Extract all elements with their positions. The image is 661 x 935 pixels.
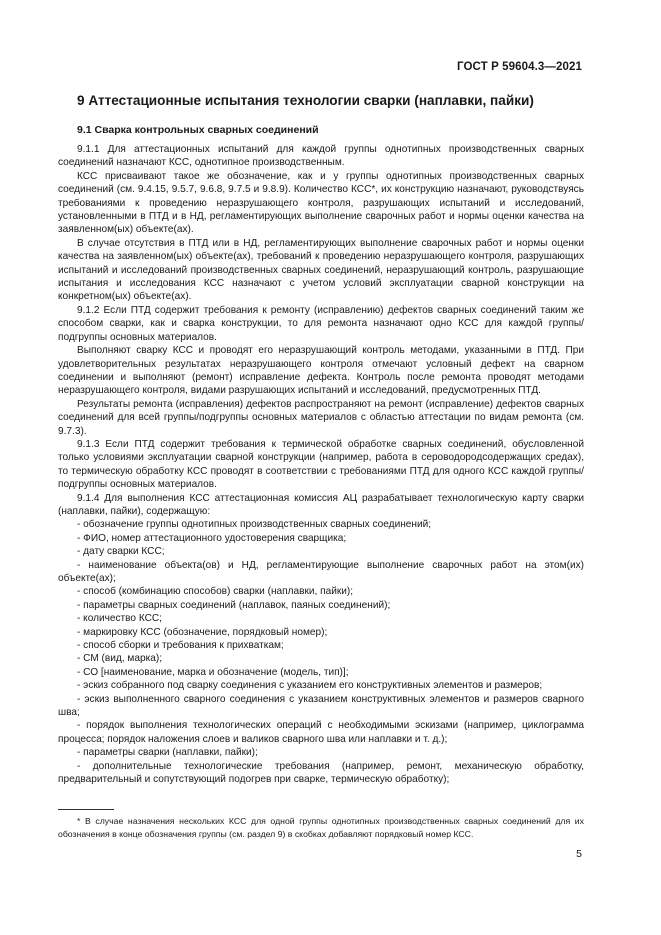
- list-item: - СМ (вид, марка);: [77, 653, 162, 665]
- main-content: [58, 92, 584, 787]
- body-text: [58, 143, 584, 787]
- list-item: - наименование объекта(ов) и НД, регламентирующие выполнение сварочных работ на этом(их) объекте(ах);: [58, 559, 584, 584]
- list-item: - способ (комбинацию способов) сварки (наплавки, пайки);: [77, 586, 354, 598]
- document-id: ГОСТ Р 59604.3—2021: [457, 61, 582, 73]
- list-item: - эскиз собранного под сварку соединения с указанием его конструктивных элементов и размеров;: [77, 680, 543, 692]
- list-item: - параметры сварных соединений (наплавок, паяных соединений);: [77, 599, 391, 611]
- list-item: - параметры сварки (наплавки, пайки);: [77, 747, 258, 759]
- footnote-divider: [58, 809, 114, 810]
- paragraph: В случае отсутствия в ПТД или в НД, регламентирующих выполнение сварочных работ и нормы оценки качества на заявленном(ых) объекте(ах), требований к проведению неразрушающего контроля, разрушающих испытаний и исследований производственных сварных соединений, неразрушающий контроль, разрушающие испытания и исследования КСС назначают с учетом условий эксплуатации сварной конструкции на конкретном(ых) объекте(ах).: [58, 237, 584, 303]
- list-item: - ФИО, номер аттестационного удостоверения сварщика;: [77, 532, 347, 544]
- footnote: * В случае назначения нескольких КСС для одной группы однотипных производственных сварных соединений для их обозначения в конце обозначения группы (см. раздел 9) в скобках добавляют порядковый номер КСС.: [58, 816, 584, 839]
- paragraph: 9.1.2 Если ПТД содержит требования к ремонту (исправлению) дефектов сварных соединений таким же способом сварки, как и сварка конструкции, то для ремонта назначают одно КСС для каждой группы/подгруппы основных материалов.: [58, 304, 584, 343]
- paragraph: 9.1.3 Если ПТД содержит требования к термической обработке сварных соединений, обусловленной только условиями эксплуатации сварной конструкции (например, работа в сероводородсодержащих средах), то термическую обработку КСС проводят в соответствии с требованиями ПТД для одного КСС каждой группы/подгруппы основных материалов.: [58, 438, 584, 491]
- paragraph: 9.1.1 Для аттестационных испытаний для каждой группы однотипных производственных сварных соединений назначают КСС, однотипное производственным.: [58, 144, 584, 169]
- list-item: - количество КСС;: [77, 613, 162, 625]
- list-item: - порядок выполнения технологических операций с необходимыми эскизами (например, циклограмма процесса; порядок наложения слоев и валиков сварного шва или наплавки и т. д.);: [58, 720, 584, 745]
- list-item: - эскиз выполненного сварного соединения с указанием конструктивных элементов и размеров сварного шва;: [58, 693, 584, 719]
- paragraph: Выполняют сварку КСС и проводят его неразрушающий контроль методами, указанными в ПТД. При удовлетворительных результатах неразрушающего контроля отмечают условный дефект на сварном соединении и выполняют (ремонт) исправление дефекта. Контроль после ремонта проводят методами неразрушающего контроля, видами разрушающих испытаний и исследований, предусмотренных ПТД.: [58, 345, 584, 397]
- paragraph: КСС присваивают такое же обозначение, как и у группы однотипных производственных сварных соединений (см. 9.4.15, 9.5.7, 9.6.8, 9.7.5 и 9.8.9). Количество КСС*, их конструкцию назначают, руководствуясь требованиями к проведению неразрушающего контроля, разрушающих испытаний и исследований, установленными в ПТД и в НД, регламентирующих выполнение сварочных работ и нормы оценки качества на заявленном(ых) объекте(ах).: [58, 170, 584, 236]
- section-title: 9 Аттестационные испытания технологии сварки (наплавки, пайки): [77, 93, 534, 108]
- subsection-title: 9.1 Сварка контрольных сварных соединений: [77, 124, 319, 136]
- list-item: - маркировку КСС (обозначение, порядковый номер);: [77, 626, 328, 638]
- list-item: - СО [наименование, марка и обозначение (модель, тип)];: [77, 666, 349, 678]
- list-item: - обозначение группы однотипных производственных сварных соединений;: [77, 519, 432, 531]
- page-number: 5: [576, 848, 582, 860]
- paragraph: Результаты ремонта (исправления) дефектов распространяют на ремонт (исправление) дефектов сварных соединений для всей группы/подгруппы основных материалов с областью аттестации по видам ремонта (см. 9.7.3).: [58, 398, 584, 437]
- paragraph: 9.1.4 Для выполнения КСС аттестационная комиссия АЦ разрабатывает технологическую карту сварки (наплавки, пайки), содержащую:: [58, 492, 584, 517]
- list-item: - дату сварки КСС;: [77, 546, 165, 558]
- list-item: - дополнительные технологические требования (например, ремонт, механическую обработку, предварительный и сопутствующий подогрев при сварке, термическую обработку);: [58, 760, 584, 786]
- list-item: - способ сборки и требования к прихваткам;: [77, 640, 284, 652]
